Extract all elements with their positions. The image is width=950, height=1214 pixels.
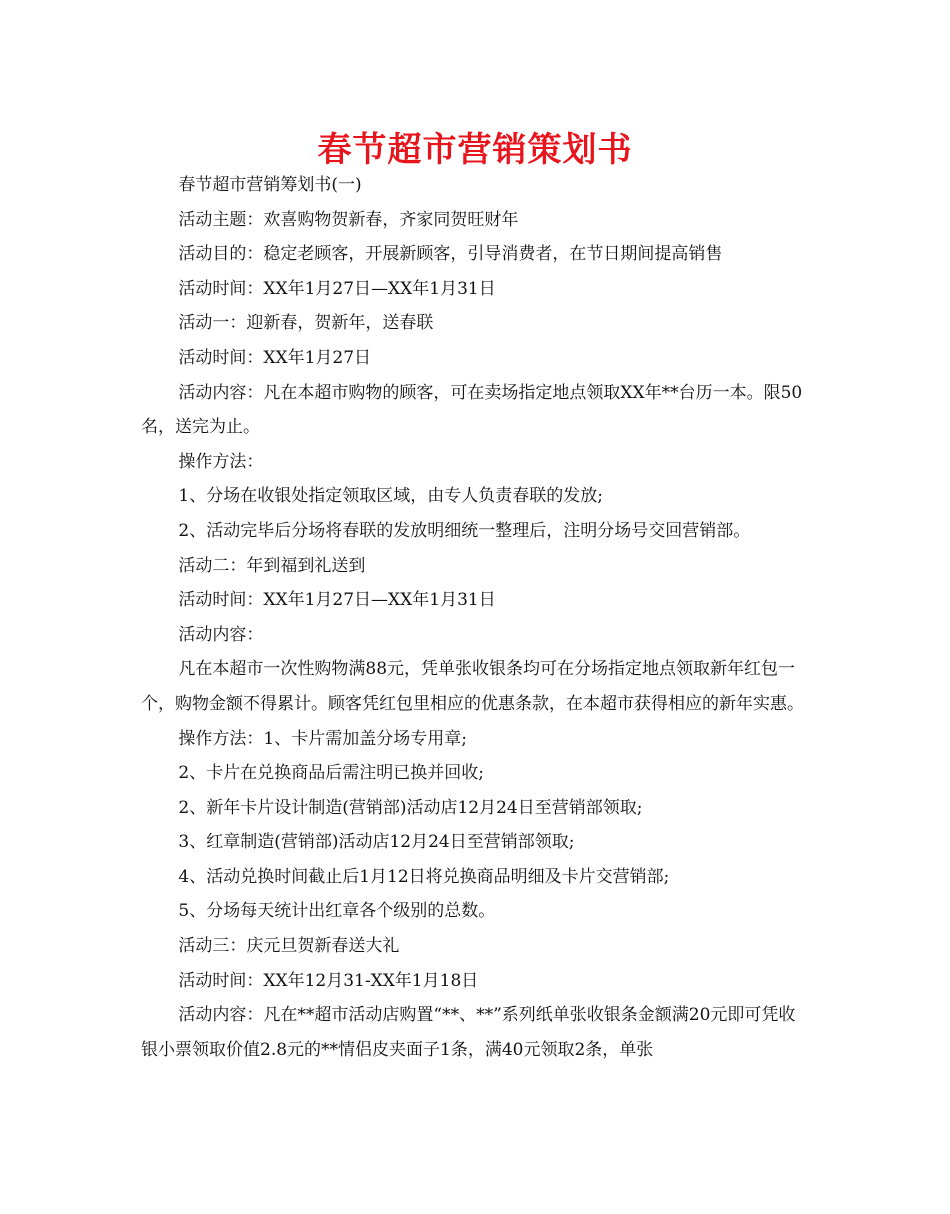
paragraph-subtitle: 春节超市营销筹划书(一) (178, 175, 362, 195)
paragraph-activity-two: 活动二：年到福到礼送到 (178, 555, 366, 576)
paragraph-theme: 活动主题：欢喜购物贺新春，齐家同贺旺财年 (178, 209, 519, 230)
paragraph-time: 活动时间：XX年1月27日—XX年1月31日 (178, 278, 496, 299)
paragraph-activity-two-content: 凡在本超市一次性购物满88元，凭单张收银条均可在分场指定地点领取新年红包一个，购物金额不得累计。顾客凭红包里相应的优惠条款，在本超市获得相应的新年实惠。 (141, 659, 804, 714)
paragraph-method-heading: 操作方法： (178, 451, 264, 472)
paragraph-activity-two-method-5: 4、活动兑换时间截止后1月12日将兑换商品明细及卡片交营销部; (178, 866, 670, 887)
paragraph-method-1: 1、分场在收银处指定领取区域，由专人负责春联的发放; (178, 486, 603, 507)
paragraph-activity-three: 活动三：庆元旦贺新春送大礼 (178, 936, 400, 957)
paragraph-activity-one-time: 活动时间：XX年1月27日 (178, 347, 372, 368)
paragraph-activity-two-content-heading: 活动内容： (178, 624, 264, 645)
paragraph-activity-two-method-1: 操作方法：1、卡片需加盖分场专用章; (178, 728, 467, 749)
document-body (141, 168, 811, 1067)
paragraph-activity-three-content: 活动内容：凡在**超市活动店购置“**、**”系列纸单张收银条金额满20元即可凭收银小票领取价值2.8元的**情侣皮夹面子1条，满40元领取2条，单张 (141, 1005, 796, 1060)
paragraph-method-2: 2、活动完毕后分场将春联的发放明细统一整理后，注明分场号交回营销部。 (178, 520, 751, 541)
paragraph-purpose: 活动目的：稳定老顾客，开展新顾客，引导消费者，在节日期间提高销售 (178, 244, 723, 265)
paragraph-activity-two-method-6: 5、分场每天统计出红章各个级别的总数。 (178, 901, 496, 922)
document-title: 春节超市营销策划书 (317, 130, 633, 170)
paragraph-activity-one-content: 活动内容：凡在本超市购物的顾客，可在卖场指定地点领取XX年**台历一本。限50名，送完为止。 (141, 382, 803, 438)
paragraph-activity-two-method-2: 2、卡片在兑换商品后需注明已换并回收; (178, 763, 484, 784)
paragraph-activity-two-time: 活动时间：XX年1月27日—XX年1月31日 (178, 590, 496, 611)
paragraph-activity-two-method-4: 3、红章制造(营销部)活动店12月24日至营销部领取; (178, 832, 575, 853)
paragraph-activity-one: 活动一：迎新春，贺新年，送春联 (178, 313, 434, 334)
paragraph-activity-three-time: 活动时间：XX年12月31-XX年1月18日 (178, 970, 479, 991)
paragraph-activity-two-method-3: 2、新年卡片设计制造(营销部)活动店12月24日至营销部领取; (178, 797, 643, 818)
